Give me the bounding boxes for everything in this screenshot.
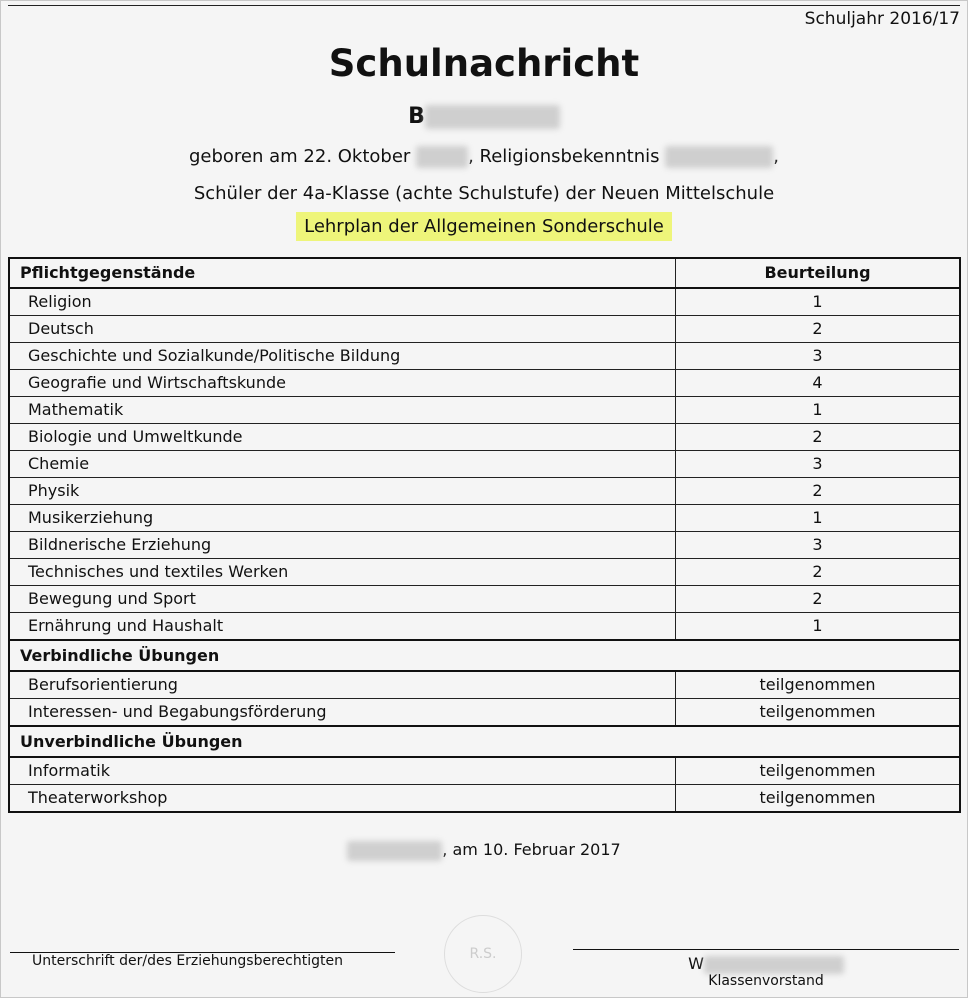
table-row (9, 343, 960, 370)
subject-cell: Musikerziehung (9, 505, 676, 532)
grade-cell: 1 (676, 505, 961, 532)
top-rule (8, 5, 960, 6)
subject-cell: Mathematik (9, 397, 676, 424)
school-year: Schuljahr 2016/17 (804, 9, 960, 29)
teacher-name (573, 954, 959, 974)
grade-cell: 2 (676, 559, 961, 586)
place-date-line (0, 840, 968, 861)
guardian-signature-label: Unterschrift der/des Erziehungsberechtigten (32, 953, 343, 969)
curriculum-line (0, 216, 968, 237)
table-row (9, 785, 960, 813)
religion-label: , Religionsbekenntnis (468, 146, 660, 167)
subject-cell: Deutsch (9, 316, 676, 343)
comma: , (773, 146, 779, 167)
redacted-year (416, 146, 468, 168)
table-row (9, 505, 960, 532)
grade-cell: 3 (676, 451, 961, 478)
table-row (9, 586, 960, 613)
grade-cell: teilgenommen (676, 671, 961, 699)
table-row (9, 397, 960, 424)
table-row (9, 613, 960, 641)
grade-cell: 1 (676, 288, 961, 316)
teacher-signature-line (573, 949, 959, 950)
section-title: Verbindliche Übungen (9, 640, 960, 671)
table-row (9, 559, 960, 586)
grade-cell: 3 (676, 343, 961, 370)
grade-cell: 2 (676, 316, 961, 343)
section-header-row (9, 726, 960, 757)
birth-prefix: geboren am 22. Oktober (188, 146, 411, 167)
redacted-teacher-name (704, 956, 844, 974)
table-row (9, 316, 960, 343)
subject-cell: Religion (9, 288, 676, 316)
subject-cell: Informatik (9, 757, 676, 785)
grade-cell: 3 (676, 532, 961, 559)
grade-cell: 4 (676, 370, 961, 397)
redacted-place (347, 841, 442, 861)
school-seal: R.S. (444, 915, 522, 993)
grade-cell: 2 (676, 424, 961, 451)
table-row (9, 757, 960, 785)
student-name-initial: B (408, 104, 425, 129)
grade-cell: teilgenommen (676, 785, 961, 813)
birth-religion-line (0, 146, 968, 168)
subject-cell: Bewegung und Sport (9, 586, 676, 613)
section-title: Unverbindliche Übungen (9, 726, 960, 757)
table-row (9, 288, 960, 316)
section-header-row (9, 640, 960, 671)
grades-table (8, 257, 961, 813)
header-grade: Beurteilung (676, 258, 961, 288)
subject-cell: Geografie und Wirtschaftskunde (9, 370, 676, 397)
curriculum-highlight: Lehrplan der Allgemeinen Sonderschule (296, 212, 672, 241)
subject-cell: Bildnerische Erziehung (9, 532, 676, 559)
teacher-role: Klassenvorstand (708, 973, 824, 989)
student-name (0, 104, 968, 129)
grade-cell: teilgenommen (676, 699, 961, 727)
subject-cell: Interessen- und Begabungsförderung (9, 699, 676, 727)
table-row (9, 699, 960, 727)
date-text: , am 10. Februar 2017 (442, 840, 621, 859)
subject-cell: Physik (9, 478, 676, 505)
grade-cell: teilgenommen (676, 757, 961, 785)
subject-cell: Berufsorientierung (9, 671, 676, 699)
redacted-religion (665, 146, 773, 168)
subject-cell: Biologie und Umweltkunde (9, 424, 676, 451)
table-row (9, 478, 960, 505)
subject-cell: Theaterworkshop (9, 785, 676, 813)
document-title: Schulnachricht (328, 42, 640, 85)
table-row (9, 424, 960, 451)
table-row (9, 370, 960, 397)
table-header (9, 258, 960, 288)
table-row (9, 671, 960, 699)
subject-cell: Ernährung und Haushalt (9, 613, 676, 641)
grade-cell: 2 (676, 478, 961, 505)
header-subject: Pflichtgegenstände (9, 258, 676, 288)
grade-cell: 1 (676, 397, 961, 424)
table-row (9, 451, 960, 478)
class-line: Schüler der 4a-Klasse (achte Schulstufe) der Neuen Mittelschule (193, 183, 775, 204)
grade-cell: 2 (676, 586, 961, 613)
redacted-name (425, 105, 560, 129)
subject-cell: Chemie (9, 451, 676, 478)
subject-cell: Geschichte und Sozialkunde/Politische Bildung (9, 343, 676, 370)
subject-cell: Technisches und textiles Werken (9, 559, 676, 586)
grade-cell: 1 (676, 613, 961, 641)
teacher-initial: W (688, 954, 704, 973)
table-row (9, 532, 960, 559)
